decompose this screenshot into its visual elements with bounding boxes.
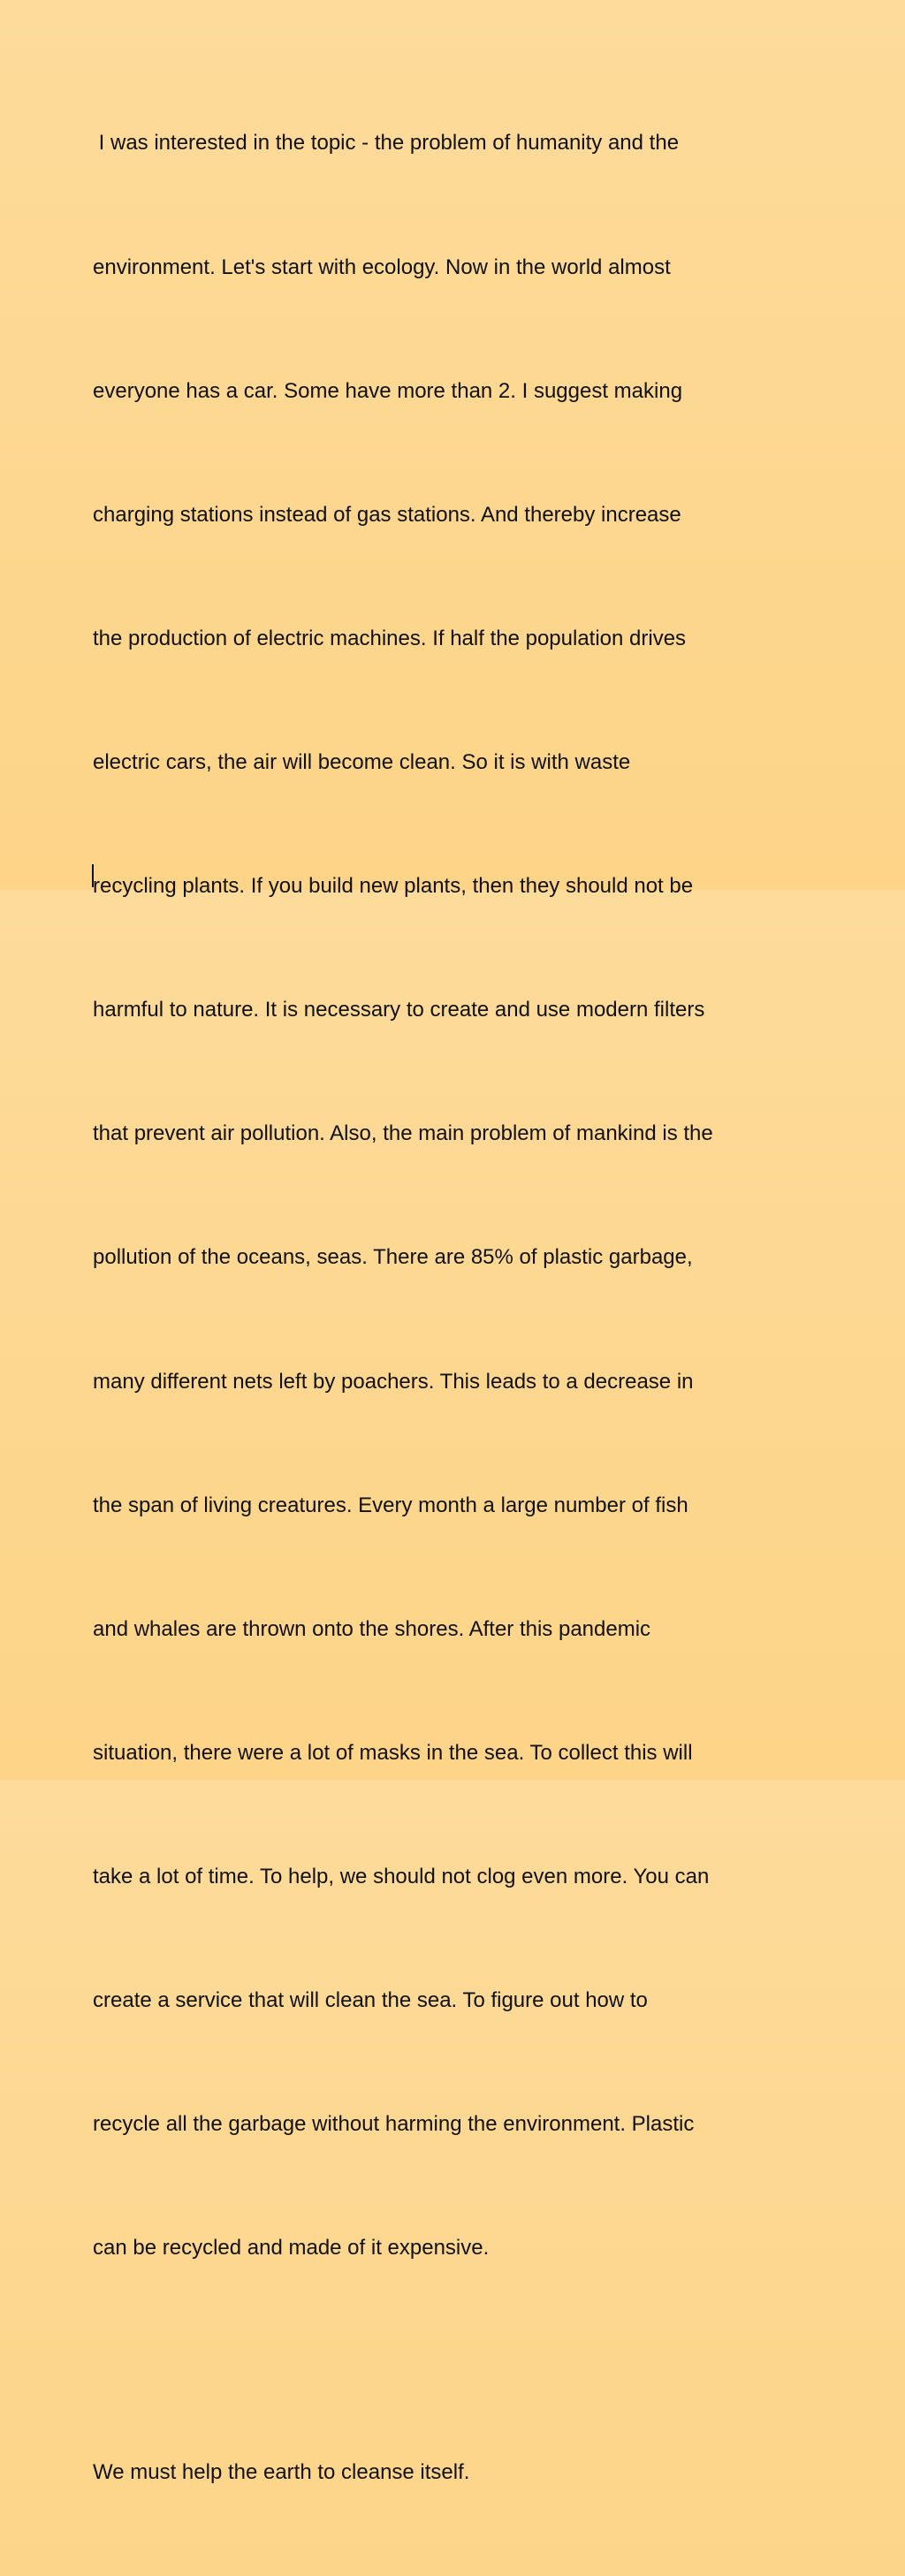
text-line: and whales are thrown onto the shores. After this pandemic	[93, 1616, 651, 1641]
text-line: environment. Let's start with ecology. Now in the world almost	[93, 255, 671, 279]
text-line: We must help the earth to cleanse itself.	[93, 2459, 470, 2484]
text-line: can be recycled and made of it expensive.	[93, 2236, 490, 2261]
text-line: situation, there were a lot of masks in the sea. To collect this will	[93, 1740, 693, 1765]
text-cursor	[92, 864, 94, 887]
text-line: many different nets left by poachers. This leads to a decrease in	[93, 1369, 694, 1394]
paragraph-2	[93, 2369, 834, 2576]
text-line: the production of electric machines. If half the population drives	[93, 626, 687, 650]
text-line: everyone has a car. Some have more than 2. I suggest making	[93, 378, 683, 403]
text-line: pollution of the oceans, seas. There are 85% of plastic garbage,	[93, 1245, 693, 1270]
text-line: take a lot of time. To help, we should not clog even more. You can	[93, 1864, 710, 1888]
text-line: I was interested in the topic - the problem of humanity and the	[93, 131, 680, 156]
text-line: recycle all the garbage without harming the environment. Plastic	[93, 2112, 695, 2137]
text-line: recycling plants. If you build new plants, then they should not be	[93, 874, 694, 899]
text-line: charging stations instead of gas stations. And thereby increase	[93, 502, 681, 527]
text-line: create a service that will clean the sea. To figure out how to	[93, 1988, 648, 2013]
text-line: that prevent air pollution. Also, the main problem of mankind is the	[93, 1121, 713, 1146]
text-line: harmful to nature. It is necessary to create and use modern filters	[93, 998, 705, 1022]
paragraph-1	[93, 41, 834, 2352]
text-line: electric cars, the air will become clean. So it is with waste	[93, 749, 631, 774]
text-line: the span of living creatures. Every month a large number of fish	[93, 1493, 688, 1517]
